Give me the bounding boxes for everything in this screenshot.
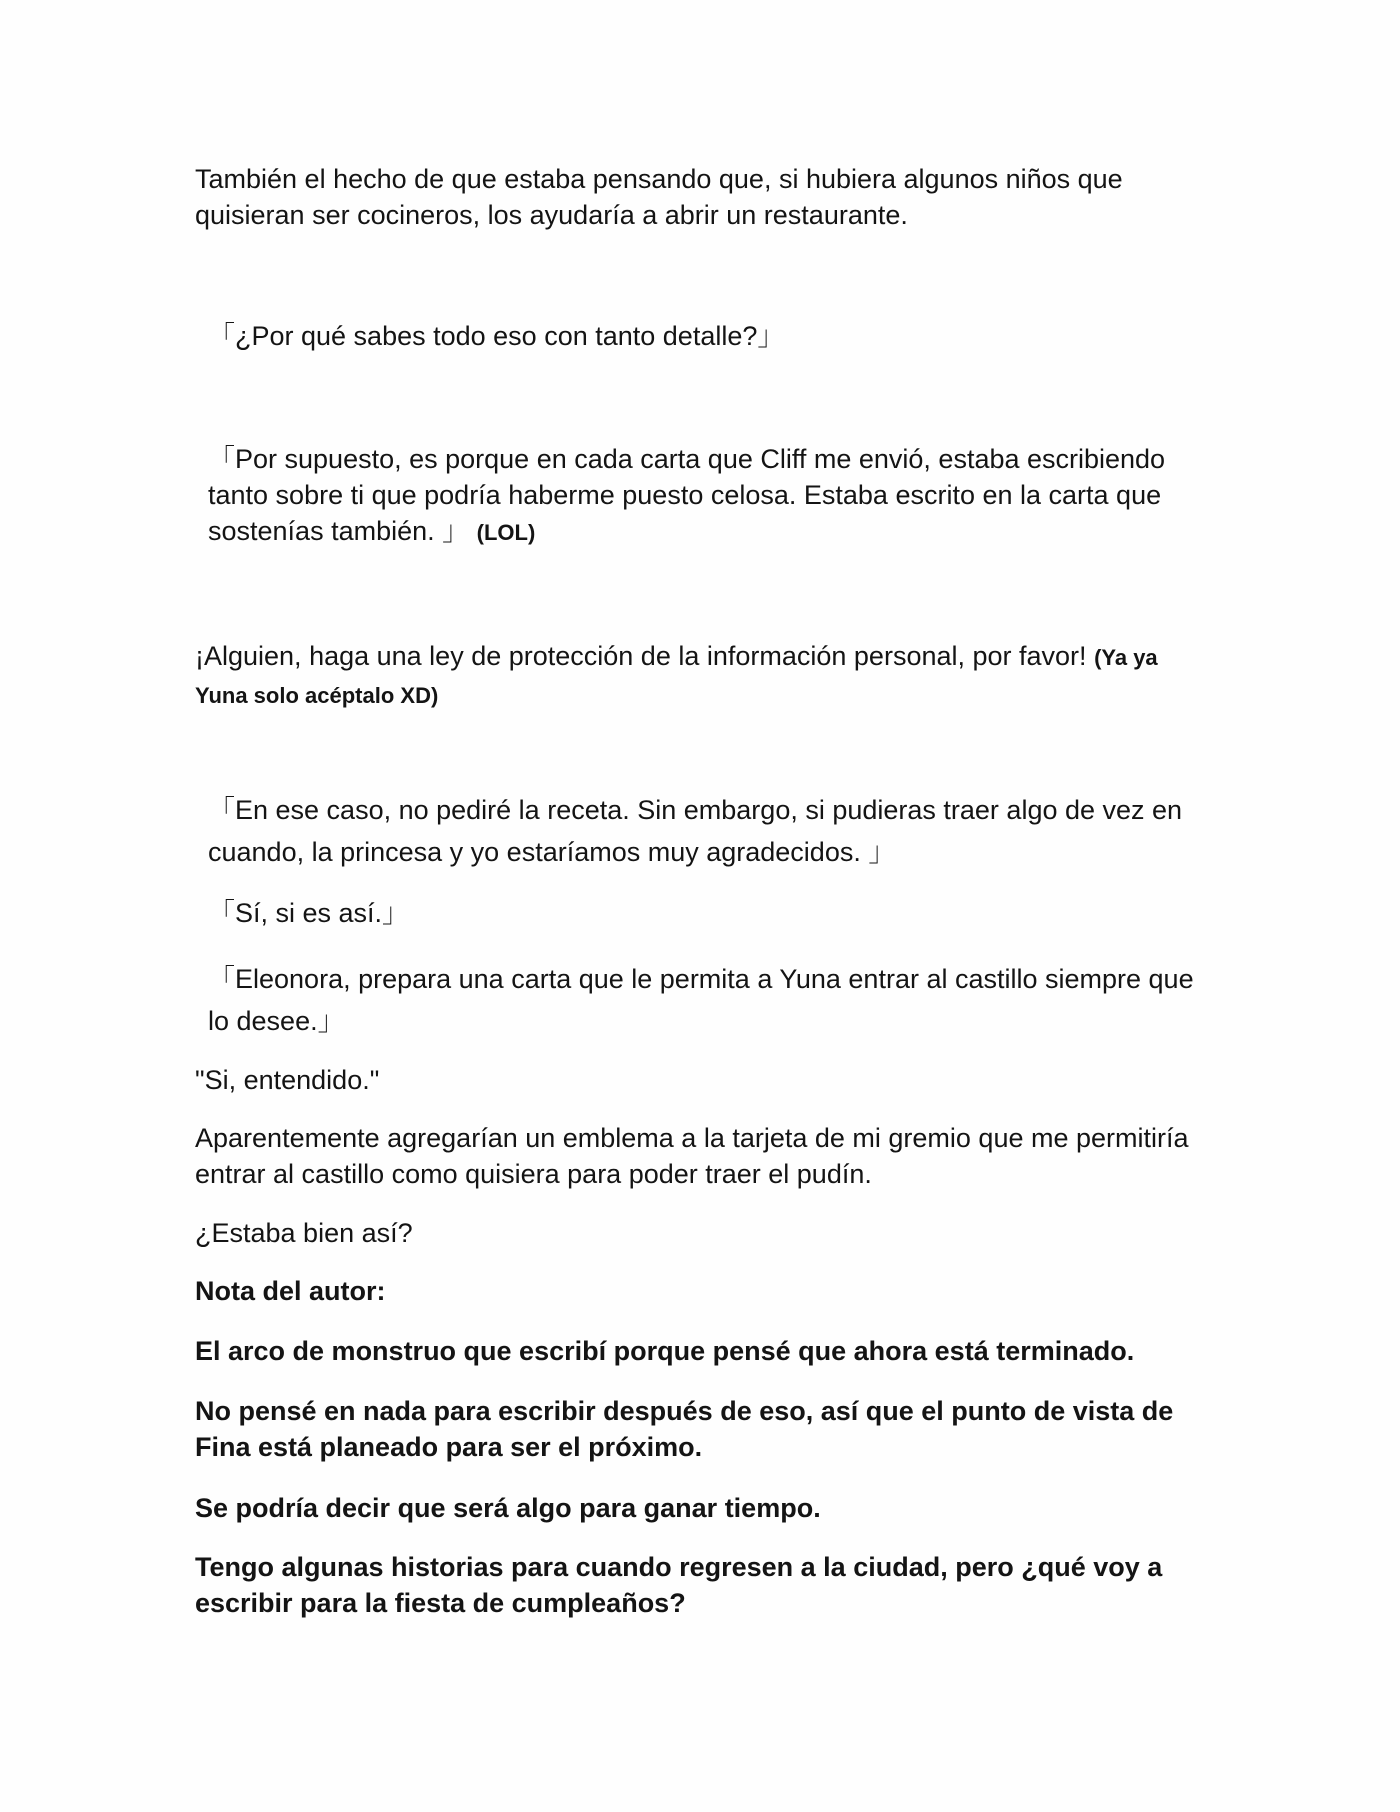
paragraph-text: ¿Estaba bien así?: [195, 1218, 413, 1248]
paragraph-narration-question: [195, 1215, 1215, 1251]
author-note-line: No pensé en nada para escribir después de eso, así que el punto de vista de Fina está planeado para ser el próximo.: [195, 1396, 1174, 1462]
paragraph-dialog-yes: [208, 895, 1228, 931]
paragraph-text: 「¿Por qué sabes todo eso con tanto detalle?」: [208, 321, 785, 351]
author-note-line: Se podría decir que será algo para ganar tiempo.: [195, 1493, 821, 1523]
paragraph-text: También el hecho de que estaba pensando que, si hubiera algunos niños que quisieran ser cocineros, los ayudaría a abrir un restaurante.: [195, 164, 1123, 230]
paragraph-dialog-recipe: [208, 789, 1208, 873]
paragraph-narration-restaurant: [195, 161, 1215, 233]
paragraph-narration-emblem: [195, 1120, 1215, 1192]
paragraph-dialog-understood: [195, 1062, 1215, 1098]
paragraph-narration-privacy: [195, 638, 1215, 714]
paragraph-text: 「Eleonora, prepara una carta que le permita a Yuna entrar al castillo siempre que lo desee.」: [208, 964, 1194, 1036]
paragraph-dialog-letters: [208, 441, 1208, 551]
paragraph-text: "Si, entendido.": [195, 1065, 380, 1095]
paragraph-text: Aparentemente agregarían un emblema a la tarjeta de mi gremio que me permitiría entrar al castillo como quisiera para poder traer el pudín.: [195, 1123, 1189, 1189]
paragraph-text: 「Sí, si es así.」: [208, 898, 410, 928]
author-note-heading: Nota del autor:: [195, 1276, 386, 1306]
author-note-line: El arco de monstruo que escribí porque pensé que ahora está terminado.: [195, 1336, 1135, 1366]
paragraph-text: 「En ese caso, no pediré la receta. Sin embargo, si pudieras traer algo de vez en cuando, la princesa y yo estaríamos muy agradecidos. 」: [208, 795, 1183, 867]
author-note-line: Tengo algunas historias para cuando regresen a la ciudad, pero ¿qué voy a escribir para la fiesta de cumpleaños?: [195, 1552, 1163, 1618]
translator-note: (Ya ya Yuna solo acéptalo XD): [195, 645, 1158, 708]
paragraph-dialog-question: [208, 318, 1228, 354]
paragraph-text: 「Por supuesto, es porque en cada carta que Cliff me envió, estaba escribiendo tanto sobre ti que podría haberme puesto celosa. Estaba escrito en la carta que sostenías también. 」: [208, 444, 1166, 546]
paragraph-text: ¡Alguien, haga una ley de protección de la información personal, por favor!: [195, 641, 1087, 671]
paragraph-dialog-eleonora: [208, 958, 1208, 1042]
translator-note: (LOL): [476, 520, 536, 545]
